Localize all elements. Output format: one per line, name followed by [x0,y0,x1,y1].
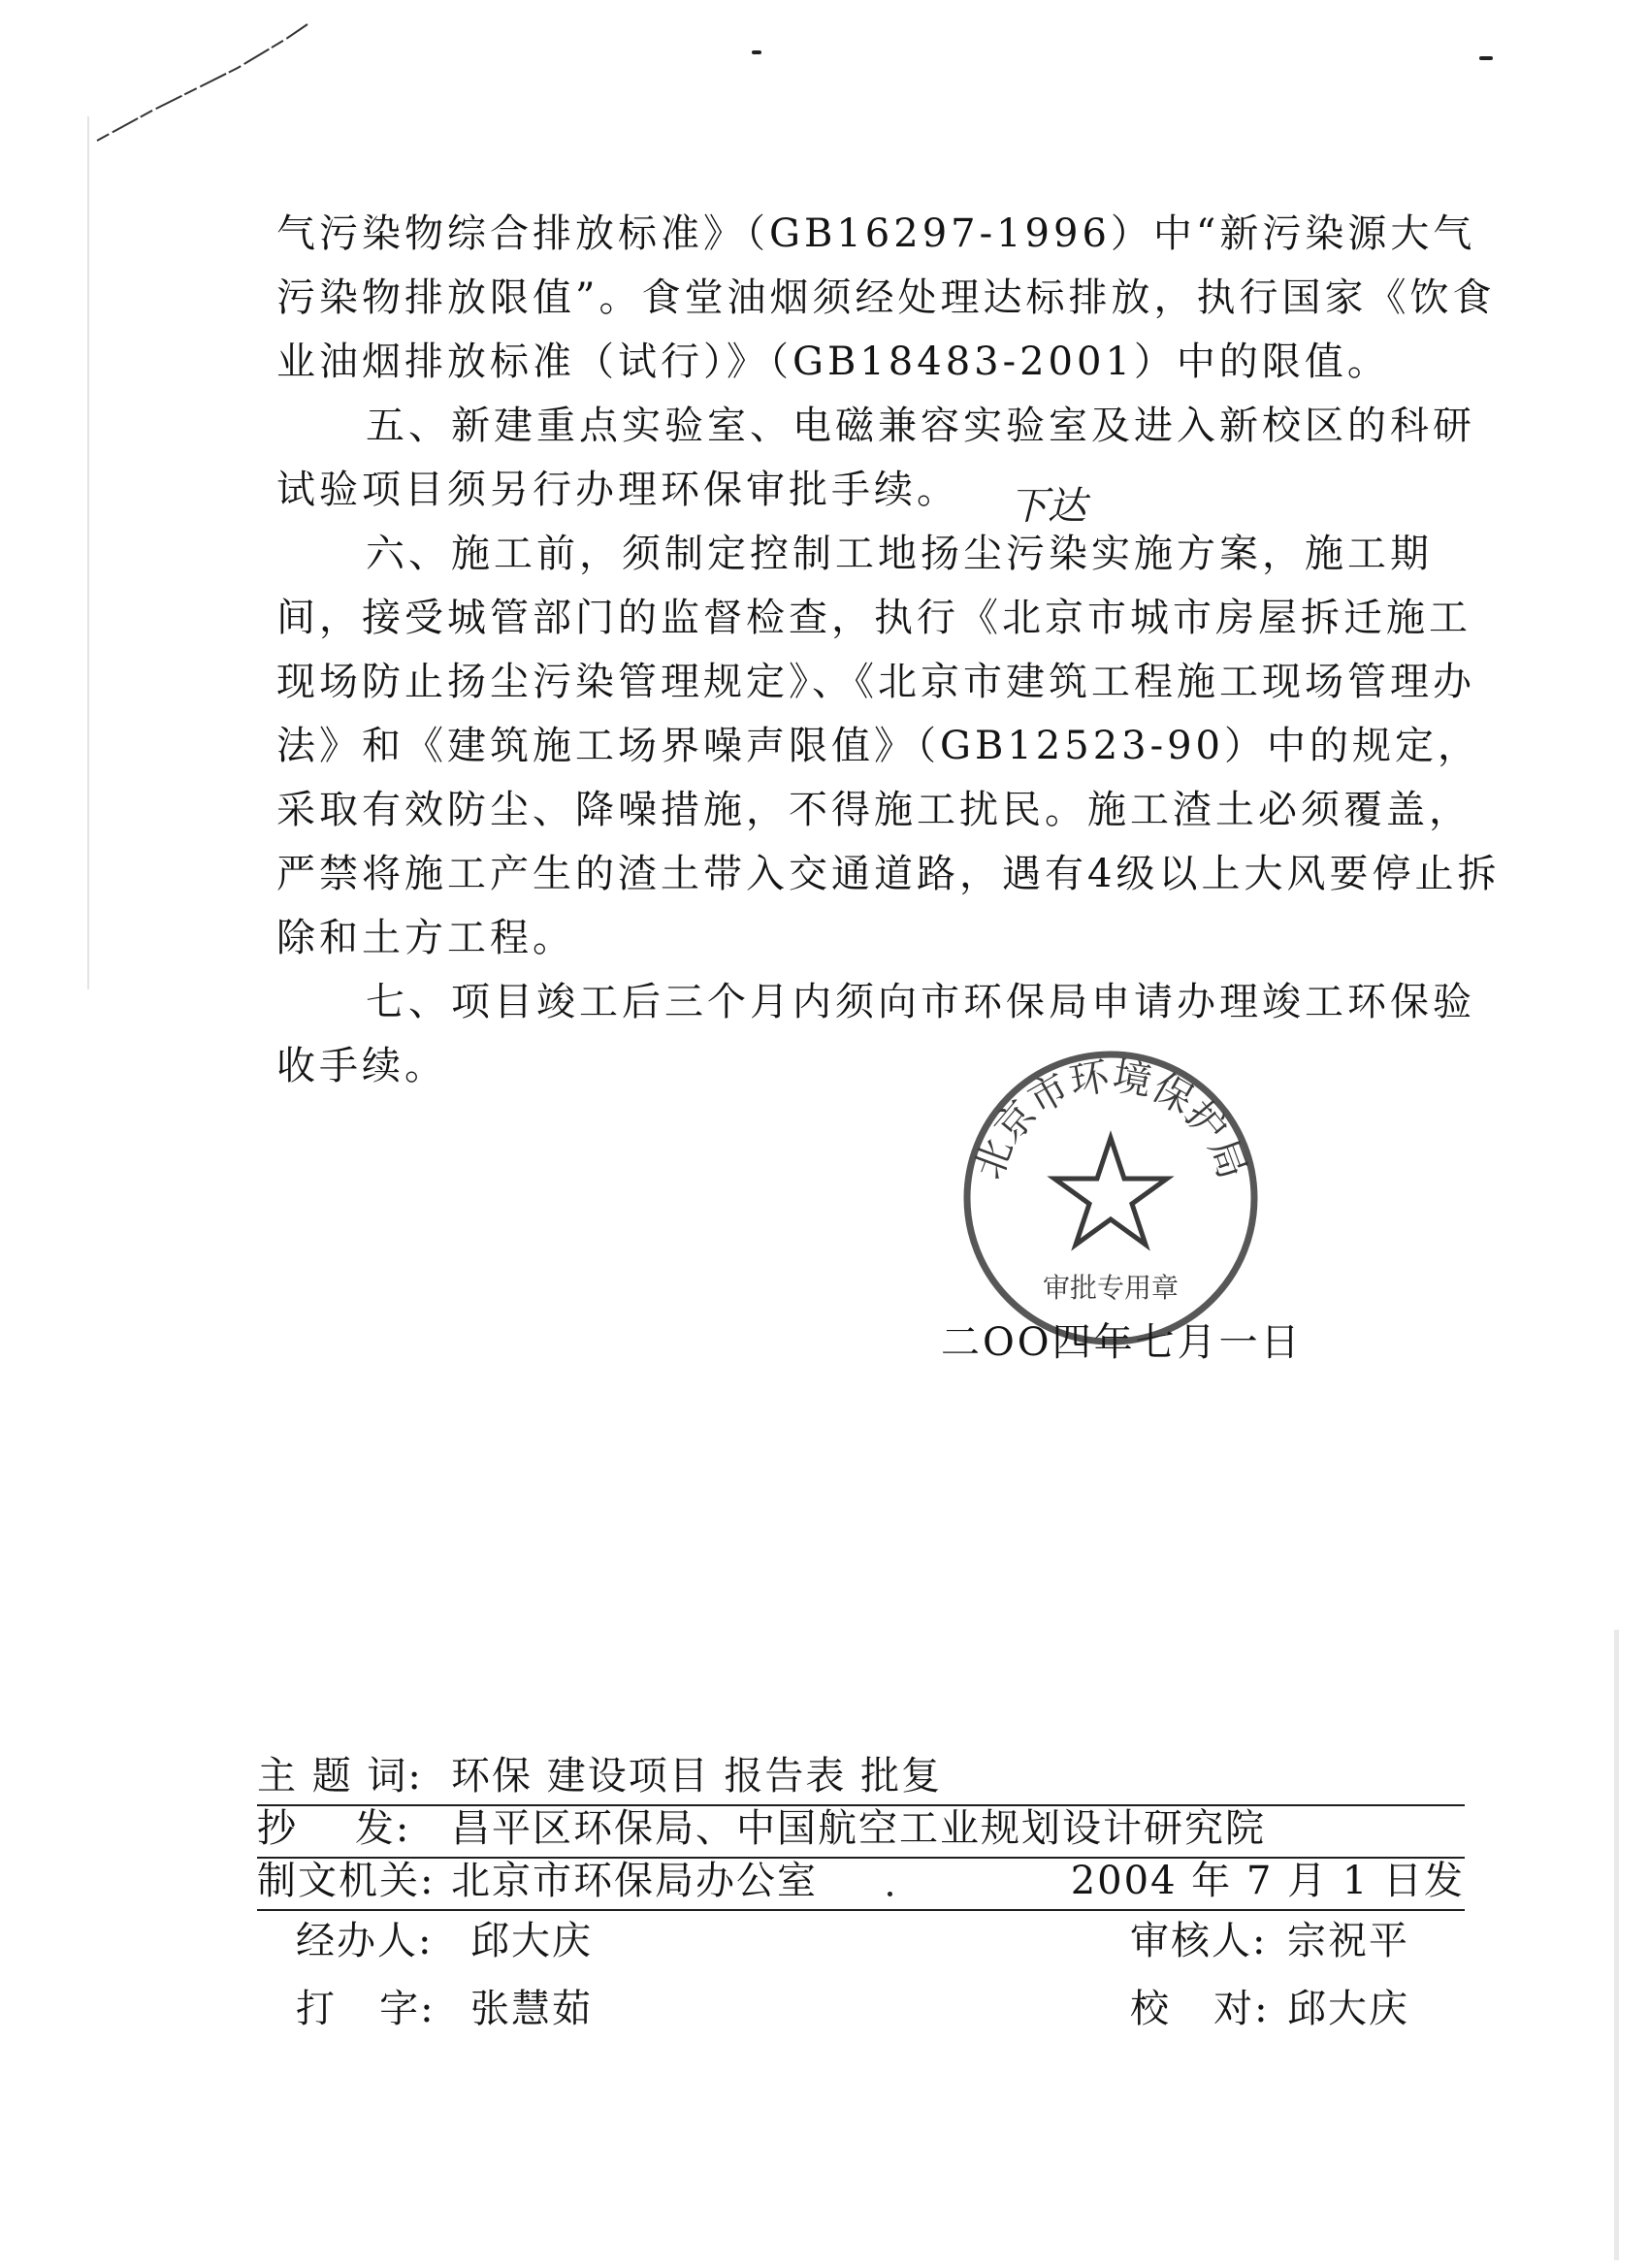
scan-left-margin-line [87,116,89,989]
typist-row [257,1969,1465,2037]
reviewer-value: 宗祝平 [1287,1919,1409,1963]
seal-arc-text: 北京市环境保护局 [966,1053,1255,1185]
paragraph-item-7: 七、项目竣工后三个月内须向市环保局申请办理竣工环保验收手续。 [276,980,1475,1088]
issuer-label: 制文机关: [257,1859,436,1903]
official-seal [955,1043,1266,1353]
body-text [276,202,1504,1098]
scan-dot [1479,56,1493,60]
handwritten-annotation: 下达 [1009,484,1086,529]
proofreader-value: 邱大庆 [1287,1987,1409,2031]
typist-value: 张慧茹 [470,1987,593,2031]
issuer-value: 北京市环保局办公室 [451,1859,818,1903]
cc-value: 昌平区环保局、中国航空工业规划设计研究院 [451,1806,1266,1851]
keywords-label: 主 题 词: [257,1754,423,1798]
handler-row [257,1911,1465,1969]
paragraph-item-5: 五、新建重点实验室、电磁兼容实验室及进入新校区的科研试验项目须另行办理环保审批手续。 [276,404,1475,512]
issue-date: 2004 年 7 月 1 日发 [1070,1859,1465,1903]
star-icon [1054,1138,1167,1245]
issuer-row [257,1859,1465,1911]
paragraph-continuation: 气污染物综合排放标准》（GB16297-1996）中“新污染源大气污染物排放限值”。食堂油烟须经处理达标排放，执行国家《饮食业油烟排放标准（试行）》（GB18483-2001）中的限值。 [276,211,1496,384]
signature-date: 二OO四年七月一日 [941,1320,1303,1365]
reviewer-label: 审核人: [1130,1919,1268,1963]
cc-label: 抄 发: [257,1806,411,1851]
typist-label: 打 字: [296,1987,436,2031]
scan-dot [752,50,761,54]
proofreader-label: 校 对: [1130,1987,1270,2031]
handler-value: 邱大庆 [470,1919,593,1963]
paragraph-item-6: 六、施工前，须制定控制工地扬尘污染实施方案，施工期间，接受城管部门的监督检查，执行《北京市城市房屋拆迁施工现场防止扬尘污染管理规定》、《北京市建筑工程施工现场管理办法》和《建筑施工场界噪声限值》（GB12523-90）中的规定，采取有效防尘、降噪措施，不得施工扰民。施工渣土必须覆盖，严禁将施工产生的渣土带入交通道路，遇有4级以上大风要停止拆除和土方工程。 [276,532,1501,960]
scan-pen-stroke [92,15,315,150]
document-footer [257,1754,1465,2037]
handler-label: 经办人: [296,1919,434,1963]
scan-right-edge-noise [1614,1630,1619,2260]
keywords-value: 环保 建设项目 报告表 批复 [451,1754,943,1798]
seal-bottom-text: 审批专用章 [1042,1272,1180,1304]
